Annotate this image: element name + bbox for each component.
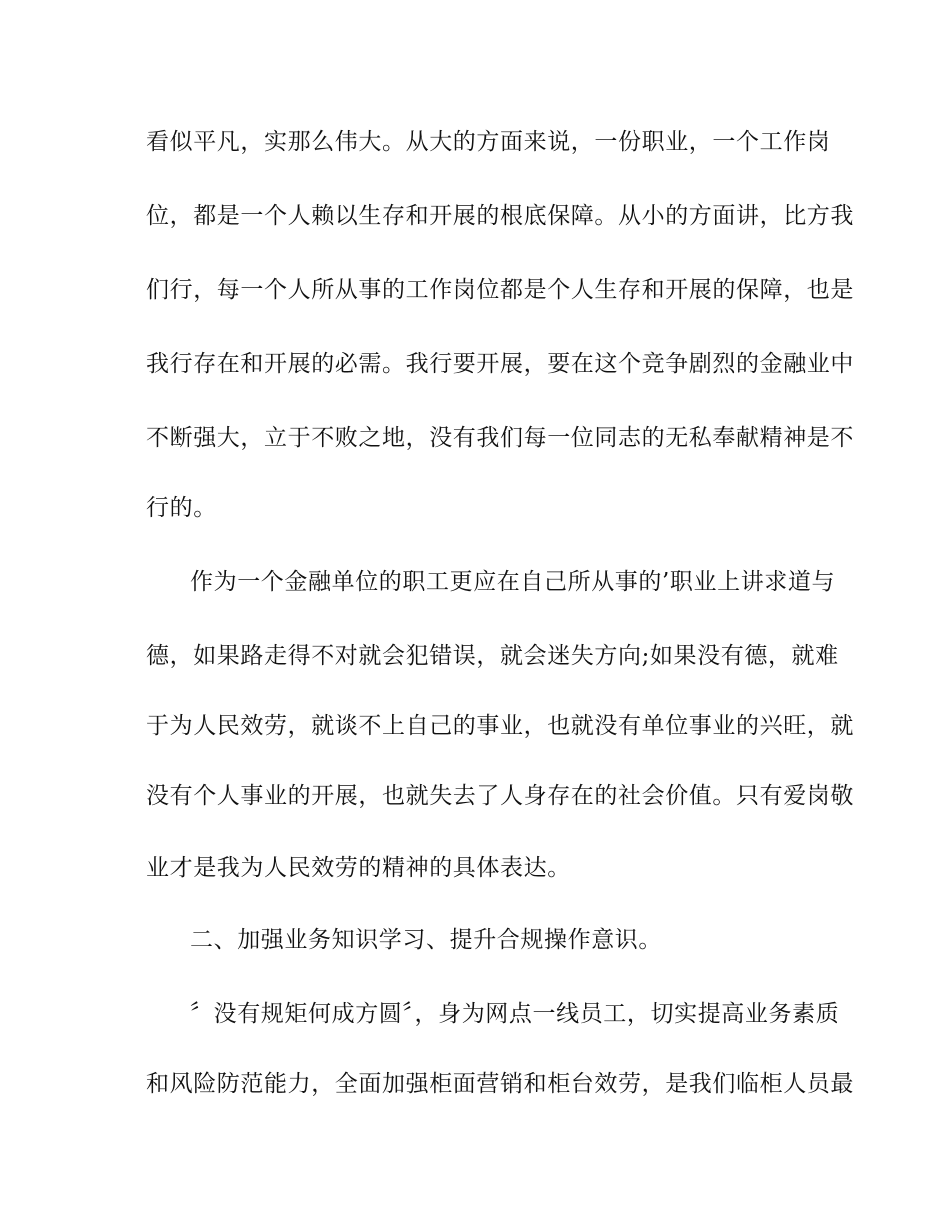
paragraph-1-line-6: 行的。 — [146, 495, 217, 521]
paragraph-2-line-3: 于为人民效劳，就谈不上自己的事业，也就没有单位事业的兴旺，就 — [146, 713, 854, 739]
paragraph-2-line-4: 没有个人事业的开展，也就失去了人身存在的社会价值。只有爱岗敬 — [146, 783, 854, 809]
paragraph-1-line-4: 我行存在和开展的必需。我行要开展，要在这个竞争剧烈的金融业中 — [146, 351, 854, 377]
paragraph-3-line-2: 和风险防范能力，全面加强柜面营销和柜台效劳，是我们临柜人员最 — [146, 1071, 854, 1097]
paragraph-1-line-1: 看似平凡，实那么伟大。从大的方面来说，一份职业，一个工作岗 — [146, 129, 831, 155]
paragraph-1-line-2: 位，都是一个人赖以生存和开展的根底保障。从小的方面讲，比方我 — [146, 203, 854, 229]
paragraph-1-line-3: 们行，每一个人所从事的工作岗位都是个人生存和开展的保障，也是 — [146, 277, 854, 303]
paragraph-2-line-1: 作为一个金融单位的职工更应在自己所从事的’职业上讲求道与 — [190, 569, 836, 595]
paragraph-3-line-1: 〞没有规矩何成方圆〞，身为网点一线员工，切实提高业务素质 — [190, 1001, 840, 1027]
paragraph-2-line-2: 德，如果路走得不对就会犯错误，就会迷失方向;如果没有德，就难 — [146, 643, 839, 669]
paragraph-2-line-5: 业才是我为人民效劳的精神的具体表达。 — [146, 855, 571, 881]
paragraph-1-line-5: 不断强大，立于不败之地，没有我们每一位同志的无私奉献精神是不 — [146, 425, 854, 451]
section-heading: 二、加强业务知识学习、提升合规操作意识。 — [190, 927, 662, 953]
